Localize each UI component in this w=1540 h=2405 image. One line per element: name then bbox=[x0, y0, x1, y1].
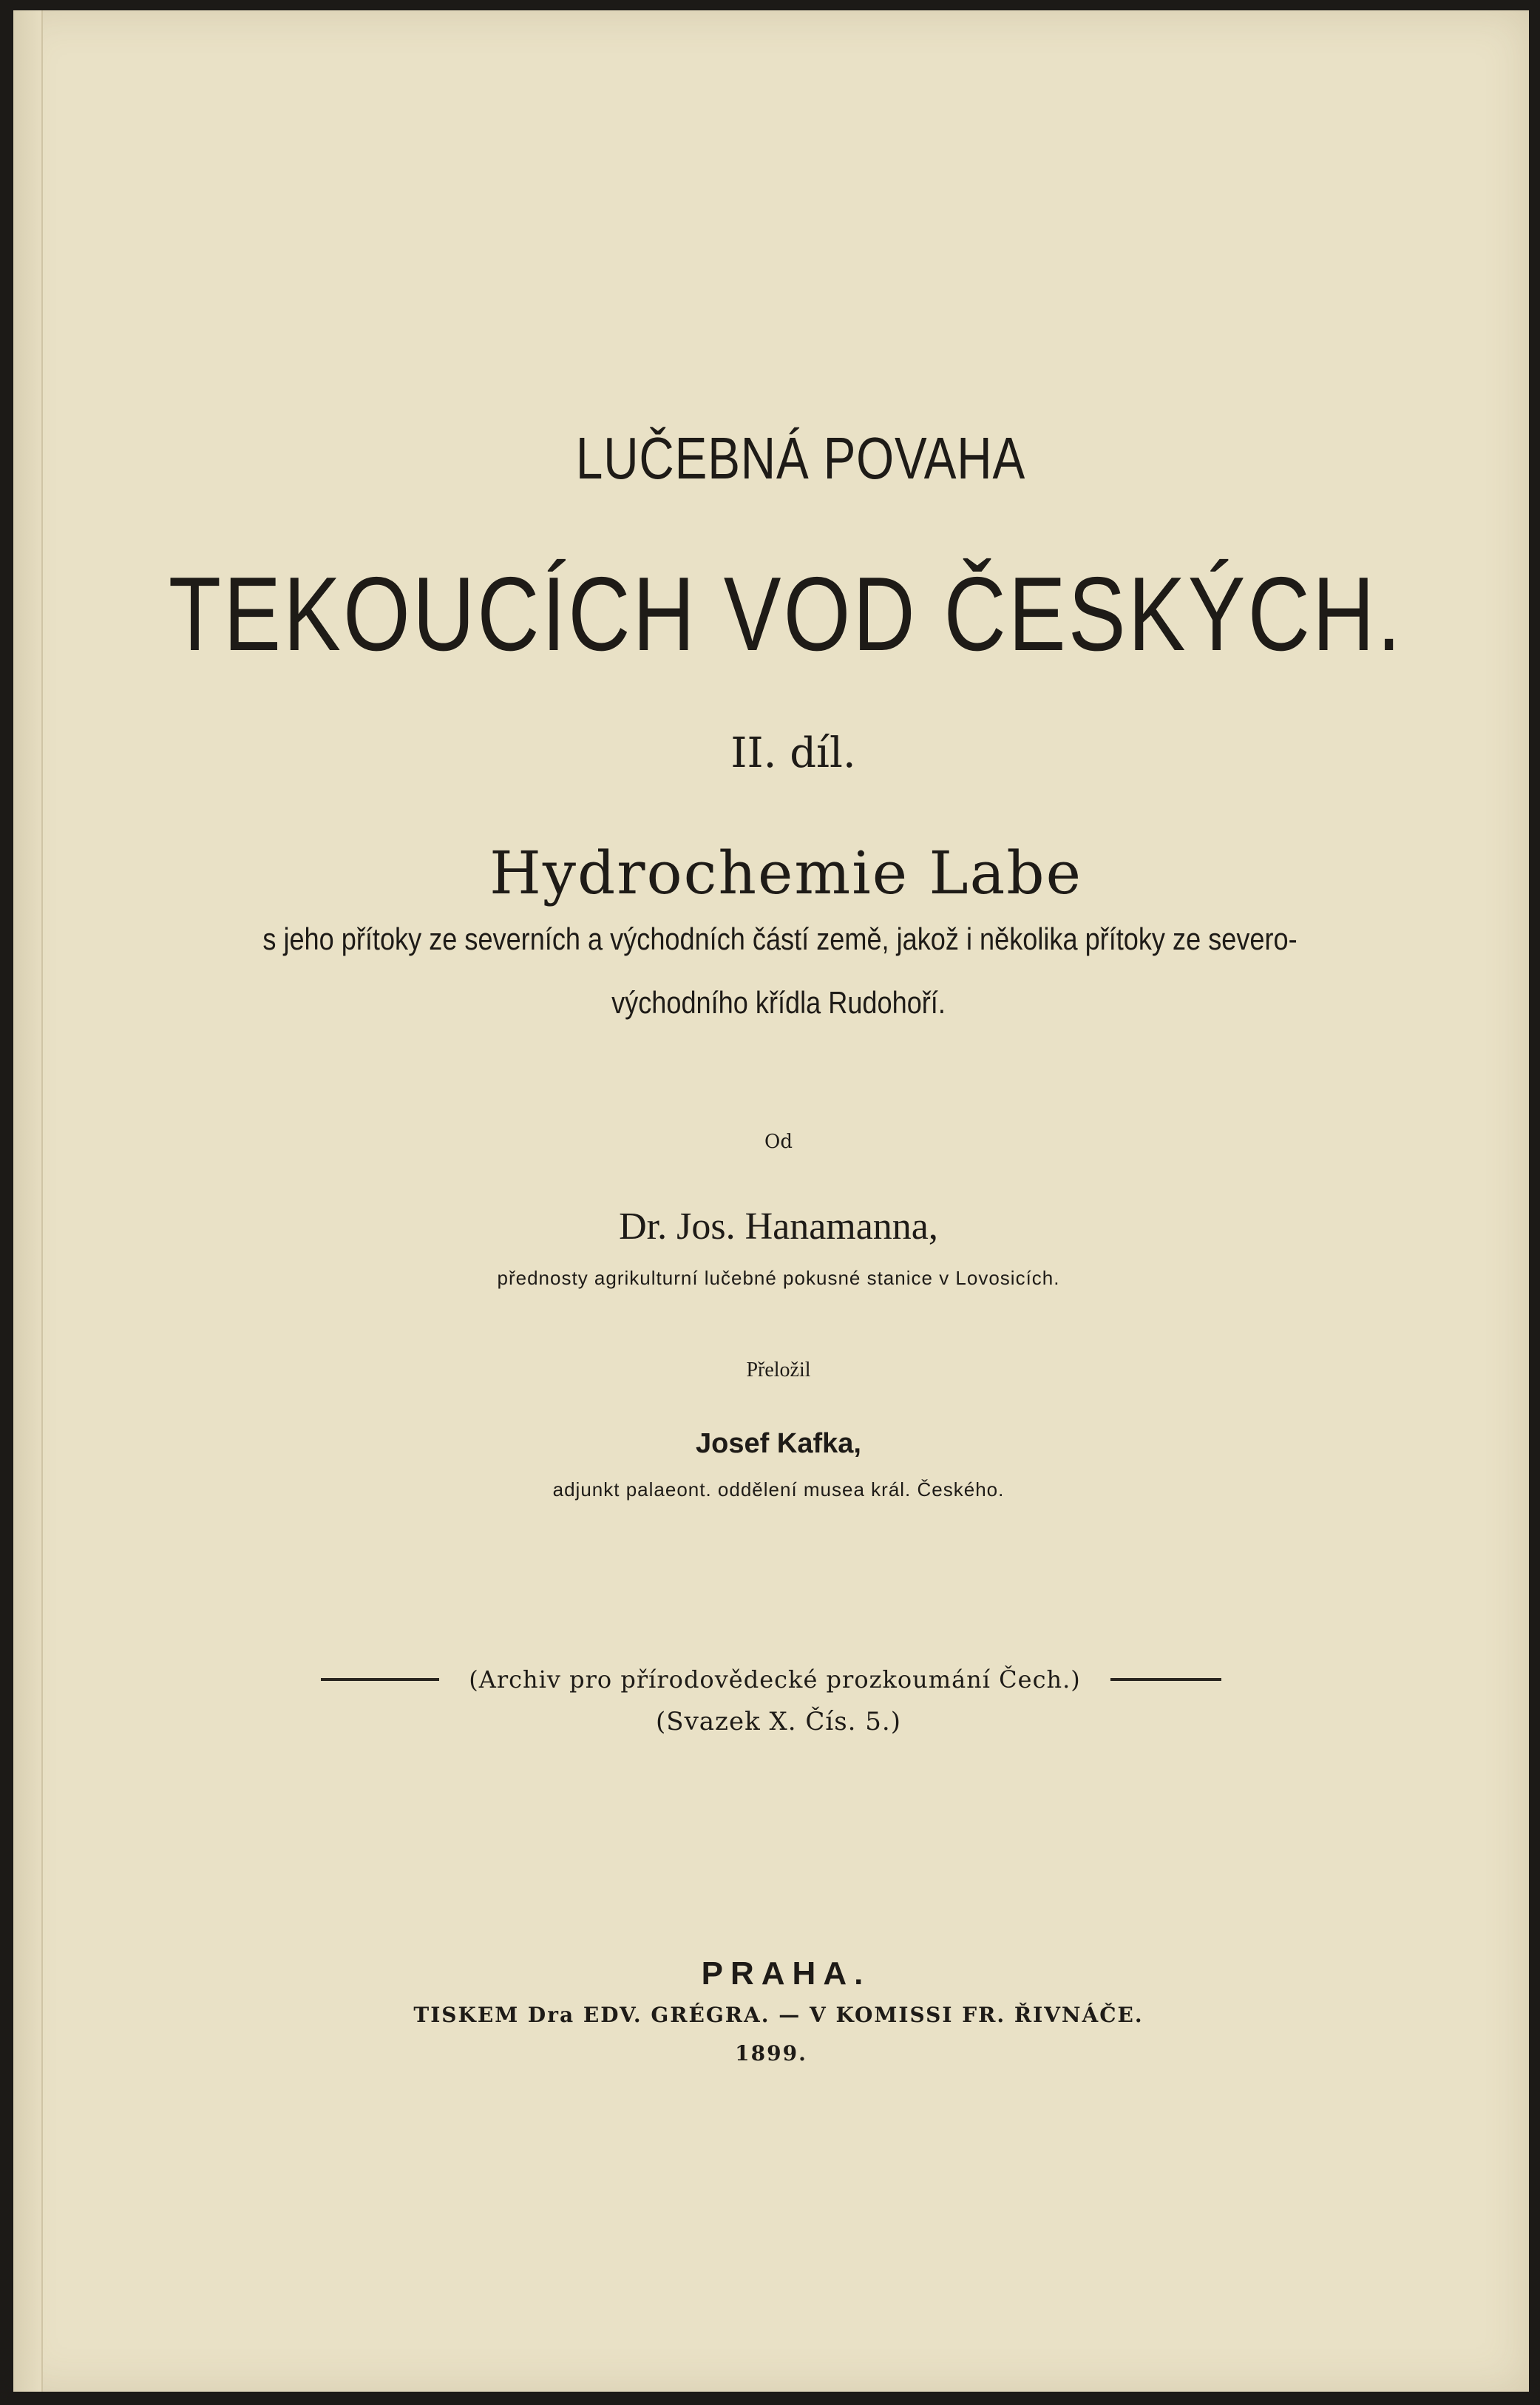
volume-label: II. díl. bbox=[730, 729, 856, 777]
main-title: TEKOUCÍCH VOD ČESKÝCH. bbox=[168, 555, 1404, 673]
series-title: LUČEBNÁ POVAHA bbox=[575, 425, 1026, 491]
left-rule-divider bbox=[321, 1678, 439, 1681]
description-line-2: východního křídla Rudohoří. bbox=[611, 985, 946, 1020]
publication-year: 1899. bbox=[735, 2041, 807, 2066]
page-binding-edge bbox=[13, 10, 43, 2392]
right-rule-divider bbox=[1110, 1678, 1221, 1681]
title-page bbox=[13, 10, 1529, 2392]
volume-number: (Svazek X. Čís. 5.) bbox=[656, 1707, 901, 1736]
archive-series-row bbox=[13, 1665, 1529, 1694]
author-role: přednosty agrikulturní lučebné pokusné stanice v Lovosicích. bbox=[497, 1267, 1060, 1289]
archive-series: (Archiv pro přírodovědecké prozkoumání Čech.) bbox=[469, 1665, 1081, 1694]
translator-role: adjunkt palaeont. oddělení musea král. Českého. bbox=[552, 1478, 1005, 1501]
description-line-1: s jeho přítoky ze severních a východních částí země, jakož i několika přítoky ze severo- bbox=[262, 921, 1298, 956]
author-name: Dr. Jos. Hanamanna, bbox=[619, 1205, 938, 1248]
by-label: Od bbox=[764, 1131, 793, 1153]
subtitle: Hydrochemie Labe bbox=[489, 839, 1082, 907]
publication-place: PRAHA. bbox=[701, 1955, 871, 1992]
printer-line: TISKEM Dra EDV. GRÉGRA. — V KOMISSI FR. ŘIVNÁČE. bbox=[413, 2003, 1144, 2027]
translator-name: Josef Kafka, bbox=[696, 1428, 861, 1459]
translated-by-label: Přeložil bbox=[746, 1359, 811, 1381]
